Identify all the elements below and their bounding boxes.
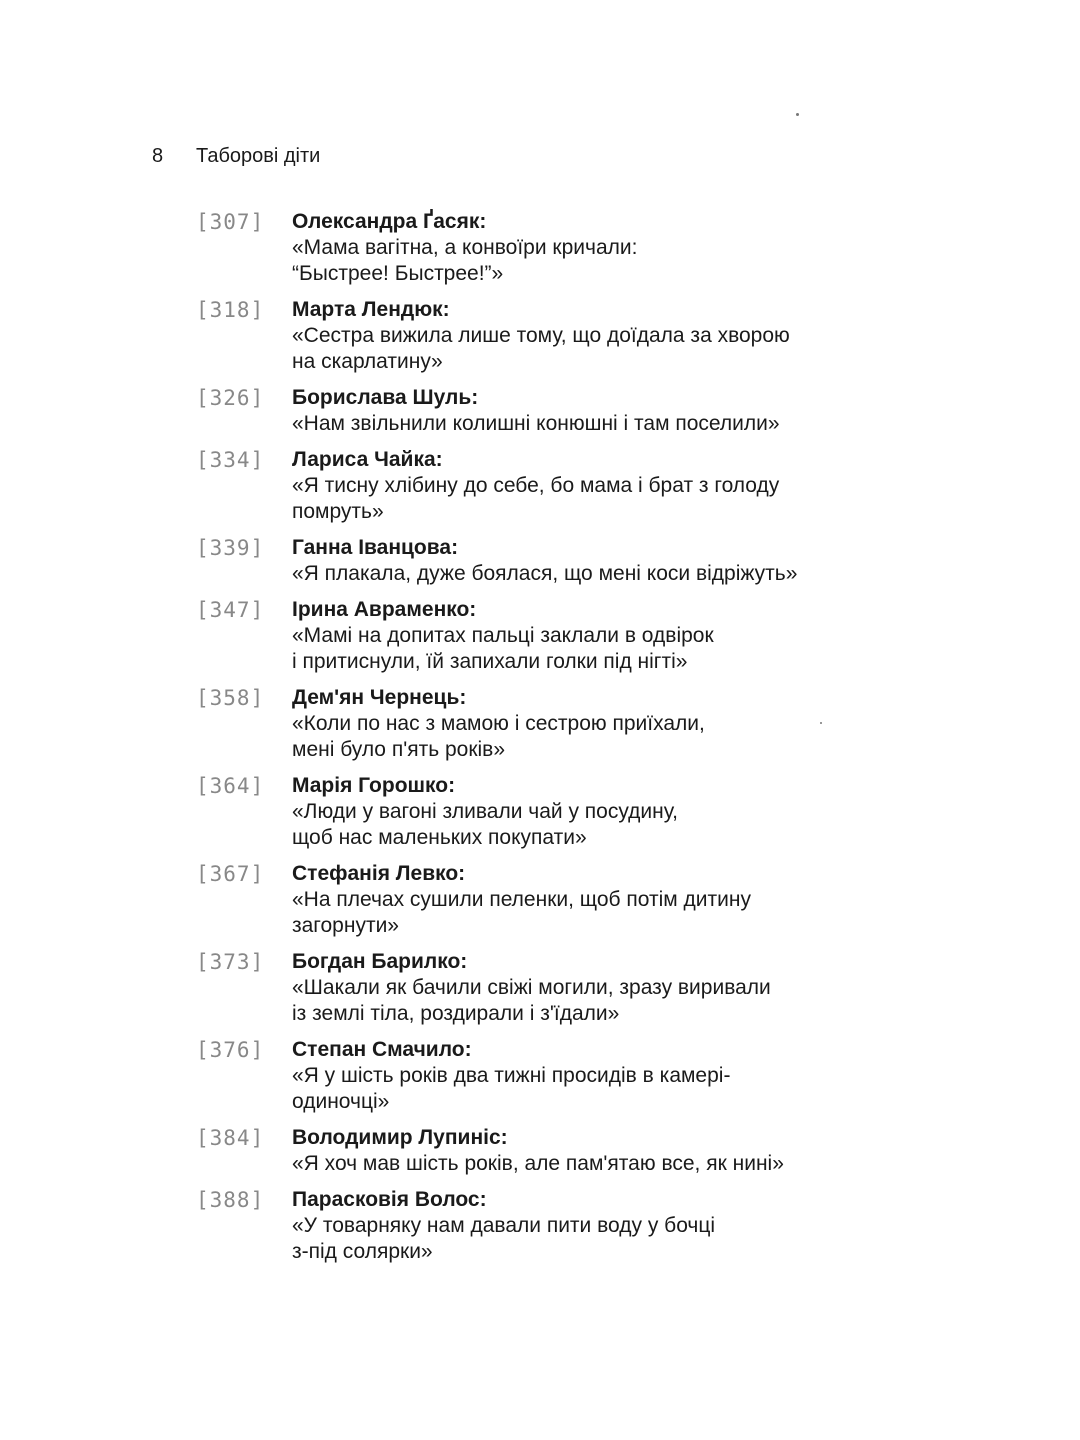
entry-page-ref: [376] (196, 1038, 265, 1062)
entry-quote-line: мені було п'ять років» (292, 738, 506, 761)
list-item (196, 385, 916, 437)
entry-quote-line: із землі тіла, роздирали і з'їдали» (292, 1002, 620, 1025)
entry-body (292, 297, 916, 375)
list-item (196, 861, 916, 939)
entry-quote-line: «Я плакала, дуже боялася, що мені коси відріжуть» (292, 562, 798, 585)
entry-author: Марта Лендюк: (292, 298, 450, 321)
entry-quote-line: «Нам звільнили колишні конюшні і там поселили» (292, 412, 780, 435)
list-item (196, 597, 916, 675)
entry-author: Дем'ян Чернець: (292, 686, 467, 709)
entry-quote-line: помруть» (292, 500, 384, 523)
entry-body (292, 1187, 916, 1265)
entry-author: Олександра Ґасяк: (292, 210, 487, 233)
list-item (196, 209, 916, 287)
entry-page-ref: [358] (196, 686, 265, 710)
entry-author: Богдан Барилко: (292, 950, 468, 973)
scan-speck (796, 113, 799, 116)
list-item (196, 1037, 916, 1115)
entry-body (292, 949, 916, 1027)
entry-quote-line: одиночці» (292, 1090, 390, 1113)
entry-body (292, 1125, 916, 1177)
entry-quote-line: з-під солярки» (292, 1240, 433, 1263)
entry-quote-line: «Коли по нас з мамою і сестрою приїхали, (292, 712, 705, 735)
entry-author: Лариса Чайка: (292, 448, 443, 471)
list-item (196, 773, 916, 851)
entry-quote-line: «Мама вагітна, а конвоїри кричали: (292, 236, 638, 259)
entry-body (292, 597, 916, 675)
entry-author: Володимир Лупиніс: (292, 1126, 508, 1149)
list-item (196, 685, 916, 763)
scan-speck (820, 722, 822, 724)
entry-author: Марія Горошко: (292, 774, 456, 797)
entry-page-ref: [307] (196, 210, 265, 234)
entry-quote-line: «Шакали як бачили свіжі могили, зразу виривали (292, 976, 771, 999)
entry-author: Ірина Авраменко: (292, 598, 477, 621)
entry-body (292, 535, 916, 587)
list-item (196, 1125, 916, 1177)
list-item (196, 949, 916, 1027)
entry-page-ref: [364] (196, 774, 265, 798)
entry-author: Борислава Шуль: (292, 386, 479, 409)
entry-body (292, 385, 916, 437)
entry-quote-line: «Люди у вагоні зливали чай у посудину, (292, 800, 678, 823)
entry-page-ref: [339] (196, 536, 265, 560)
entry-page-ref: [347] (196, 598, 265, 622)
entry-quote-line: «Я тисну хлібину до себе, бо мама і брат з голоду (292, 474, 780, 497)
entry-author: Степан Смачило: (292, 1038, 472, 1061)
entry-page-ref: [367] (196, 862, 265, 886)
entry-page-ref: [388] (196, 1188, 265, 1212)
entry-quote-line: загорнути» (292, 914, 399, 937)
list-item (196, 297, 916, 375)
entry-quote-line: “Быстрее! Быстрее!”» (292, 262, 504, 285)
entry-page-ref: [384] (196, 1126, 265, 1150)
entry-page-ref: [373] (196, 950, 265, 974)
page-header (152, 142, 320, 170)
entry-body (292, 685, 916, 763)
entry-quote-line: «Сестра вижила лише тому, що доїдала за хворою (292, 324, 790, 347)
entry-body (292, 861, 916, 939)
page-number: 8 (152, 145, 164, 167)
entry-quote-line: «Я хоч мав шість років, але пам'ятаю все, як нині» (292, 1152, 784, 1175)
entry-body (292, 209, 916, 287)
list-item (196, 447, 916, 525)
entry-page-ref: [318] (196, 298, 265, 322)
entry-body (292, 1037, 916, 1115)
entry-author: Ганна Іванцова: (292, 536, 459, 559)
list-item (196, 535, 916, 587)
entry-author: Стефанія Левко: (292, 862, 466, 885)
list-item (196, 1187, 916, 1265)
entry-quote-line: «Мамі на допитах пальці заклали в одвірок (292, 624, 714, 647)
entry-quote-line: і притиснули, їй запихали голки під нігті» (292, 650, 688, 673)
contents-list (196, 209, 916, 1275)
entry-quote-line: щоб нас маленьких покупати» (292, 826, 587, 849)
entry-quote-line: «У товарняку нам давали пити воду у бочці (292, 1214, 716, 1237)
entry-body (292, 447, 916, 525)
entry-body (292, 773, 916, 851)
entry-quote-line: «На плечах сушили пеленки, щоб потім дитину (292, 888, 751, 911)
entry-quote-line: «Я у шість років два тижні просидів в камері- (292, 1064, 731, 1087)
entry-author: Парасковія Волос: (292, 1188, 487, 1211)
page-title: Таборові діти (196, 145, 321, 167)
entry-quote-line: на скарлатину» (292, 350, 443, 373)
entry-page-ref: [326] (196, 386, 265, 410)
entry-page-ref: [334] (196, 448, 265, 472)
